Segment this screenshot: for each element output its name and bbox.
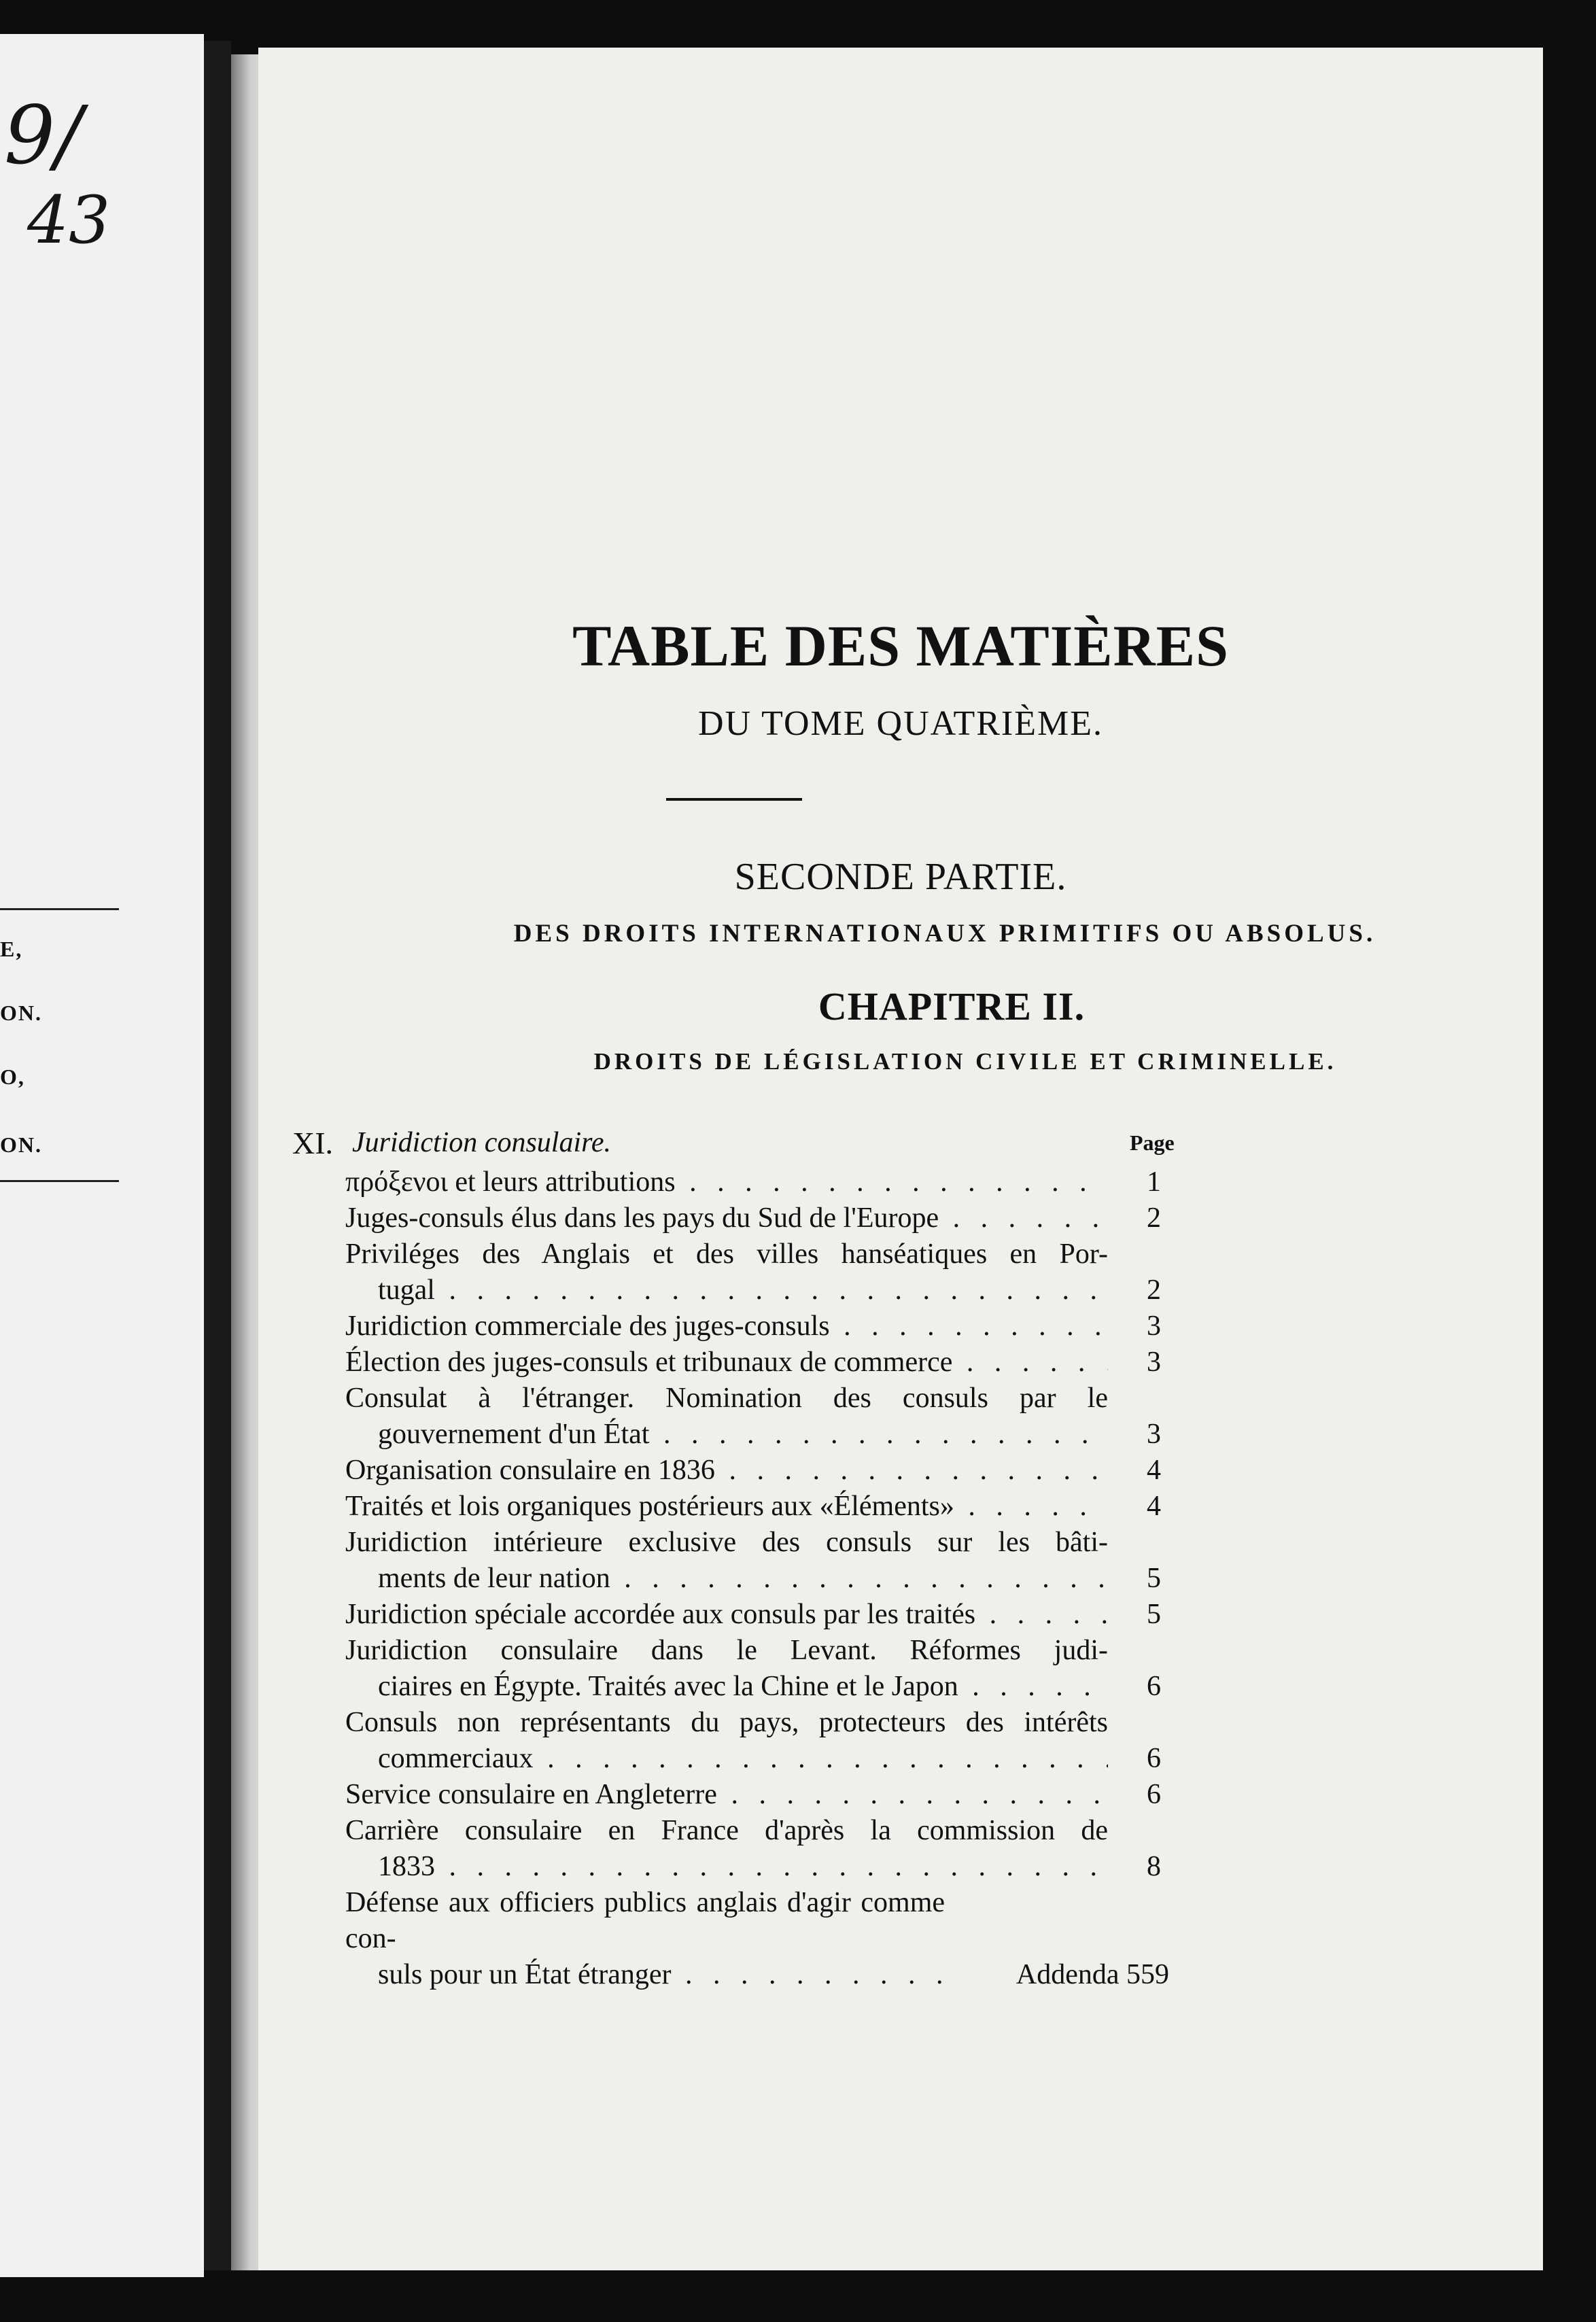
toc-entry-text: tugal . . . [345,1272,1108,1309]
table-of-contents [292,1125,1175,1993]
left-page-fragment-text: ON. [0,1132,42,1157]
toc-entry-text: commerciaux . . . [345,1741,1108,1777]
toc-entry-text: 1833 . . . [345,1849,1108,1885]
toc-entry-page: 6 [1147,1779,1161,1810]
toc-entry [292,1777,1169,1813]
chapter-title: CHAPITRE II. [818,984,1086,1028]
toc-entry-text: Défense aux officiers publics anglais d'agir comme con- [345,1887,945,1954]
toc-entry [292,1164,1169,1200]
toc-entry-page: 3 [1147,1311,1161,1342]
toc-entry [292,1453,1169,1489]
toc-entry [292,1200,1169,1236]
toc-entry-text: Traités et lois organiques postérieurs aux «Éléments» . . . [345,1489,1108,1525]
toc-entry-page: 5 [1147,1599,1161,1630]
page-column-label: Page [1130,1130,1175,1155]
toc-entry [292,1597,1169,1633]
toc-entry [292,1633,1169,1705]
toc-entry-page: 559 [1126,1959,1169,1990]
toc-entry-text: ciaires en Égypte. Traités avec la Chine et le Japon . . . [345,1669,1108,1705]
left-page-rule [0,1180,119,1182]
toc-entry-page: 2 [1147,1202,1161,1234]
toc-entry-text: Juges-consuls élus dans les pays du Sud de l'Europe . . . [345,1200,1108,1236]
toc-entry-text: ments de leur nation . . . [345,1561,1108,1597]
toc-entry [292,1705,1169,1777]
chapter-subtitle: DROITS DE LÉGISLATION CIVILE ET CRIMINELLE. [593,1048,1337,1075]
left-page-fragment-text: O, [0,1064,25,1089]
section-number: XI. [292,1126,334,1160]
toc-entry-page: 5 [1147,1563,1161,1594]
toc-entry-text: Organisation consulaire en 1836 . . . [345,1453,1108,1489]
toc-entry [292,1489,1169,1525]
toc-entry [292,1525,1169,1597]
toc-entry-text: Consulat à l'étranger. Nomination des consuls par le [345,1383,1108,1414]
toc-entry-text: πρόξενοι et leurs attributions . . . [345,1164,1108,1200]
section-heading [292,1125,1175,1164]
toc-entry-text: gouvernement d'un État . . . [345,1417,1108,1453]
toc-entry [292,1236,1169,1309]
toc-entry [292,1381,1169,1453]
toc-entry-text: Juridiction spéciale accordée aux consuls par les traités . . . [345,1597,1108,1633]
toc-entry-text: Priviléges des Anglais et des villes hanséatiques en Por- [345,1238,1108,1270]
toc-entry-page-prefix: Addenda [1016,1959,1120,1990]
toc-entry-text: Consuls non représentants du pays, protecteurs des intérêts [345,1707,1108,1738]
toc-entry [292,1345,1169,1381]
toc-entry-page: 1 [1147,1166,1161,1198]
toc-entry-page: 4 [1147,1455,1161,1486]
toc-entry-page: 6 [1147,1671,1161,1702]
left-page-fragment-text: ON. [0,1001,42,1025]
title-divider [666,798,802,801]
toc-entry-text: Juridiction consulaire dans le Levant. Réformes judi- [345,1635,1108,1666]
toc-entry-text: Service consulaire en Angleterre . . . [345,1777,1108,1813]
toc-entry-page: 6 [1147,1743,1161,1774]
toc-entries [292,1164,1169,1993]
toc-entry [292,1309,1169,1345]
page-subtitle: DU TOME QUATRIÈME. [698,704,1103,743]
toc-entry-text: Juridiction commerciale des juges-consuls . . . [345,1309,1108,1345]
toc-entry-text: Élection des juges-consuls et tribunaux de commerce . . . [345,1345,1108,1381]
toc-entry-page: 3 [1147,1419,1161,1450]
left-page-rule [0,908,119,910]
toc-entry-text: Juridiction intérieure exclusive des consuls sur les bâti- [345,1527,1108,1558]
shelfmark-top: 9/ [4,88,82,182]
toc-entry-page: 8 [1147,1851,1161,1882]
toc-entry-page: 3 [1147,1347,1161,1378]
page-title: TABLE DES MATIÈRES [572,613,1229,678]
book-gutter [204,41,231,2270]
toc-entry-page: 4 [1147,1491,1161,1522]
left-page-fragment-text: E, [0,937,23,961]
toc-entry [292,1885,1169,1993]
toc-entry-text: Carrière consulaire en France d'après la commission de [345,1815,1108,1846]
toc-entry [292,1813,1169,1885]
toc-entry-text: suls pour un État étranger . . . [345,1957,945,1993]
part-subtitle: DES DROITS INTERNATIONAUX PRIMITIFS OU ABSOLUS. [513,920,1376,948]
section-title: Juridiction consulaire. [352,1127,612,1158]
shelfmark-bottom: 43 [27,182,111,258]
part-title: SECONDE PARTIE. [734,856,1067,898]
toc-entry-page: 2 [1147,1275,1161,1306]
